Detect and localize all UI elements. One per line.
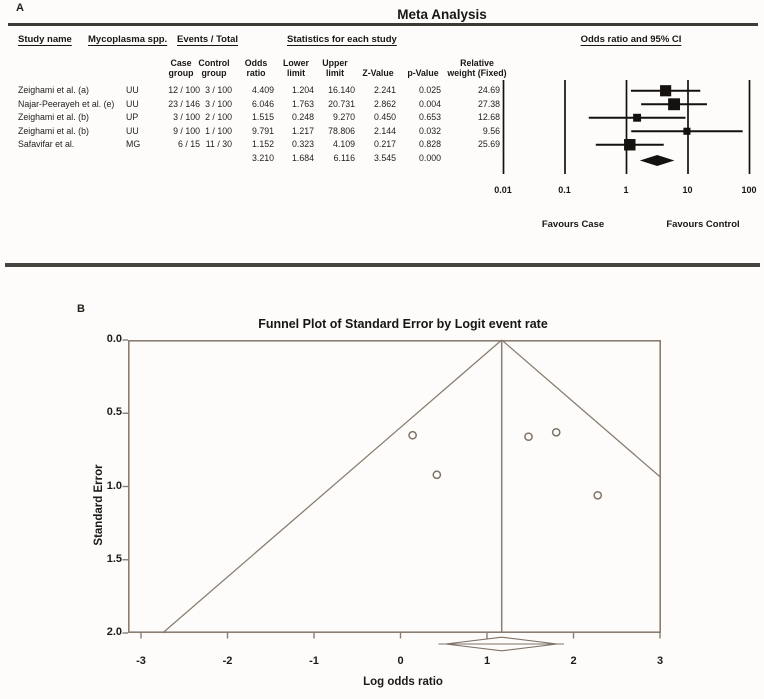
cell-lower: 0.248 xyxy=(291,112,314,122)
summary-p: 0.000 xyxy=(418,152,441,163)
col-group-mycoplasma-spp: Mycoplasma spp. xyxy=(88,34,168,45)
header-control-group: Control group xyxy=(198,57,230,78)
cell-p: 0.004 xyxy=(418,98,441,109)
table-row xyxy=(0,125,510,139)
funnel-plot-title: Funnel Plot of Standard Error by Logit event rate xyxy=(258,317,548,331)
plot-border xyxy=(129,341,660,632)
cell-weight: 24.69 xyxy=(477,85,500,95)
panel-separator xyxy=(5,263,760,267)
odds-ratio-square xyxy=(660,85,671,96)
table-row xyxy=(0,98,510,112)
header-upper-limit: Upper limit xyxy=(322,57,348,78)
cell-weight: 25.69 xyxy=(477,139,500,149)
table-row xyxy=(0,84,510,98)
cell-z: 2.862 xyxy=(373,98,396,109)
cell-control_events: 3 / 100 xyxy=(205,98,232,109)
forest-tick-label: 0.1 xyxy=(558,185,571,195)
header-case-group: Case group xyxy=(168,57,194,78)
funnel-x-tick-label: 1 xyxy=(483,655,491,667)
header-lower-limit: Lower limit xyxy=(283,57,309,78)
cell-name: Najar-Peerayeh et al. (e) xyxy=(18,98,115,109)
col-group-study-name: Study name xyxy=(18,34,72,45)
cell-z: 2.241 xyxy=(373,85,396,95)
forest-tick-label: 100 xyxy=(741,185,757,195)
funnel-x-tick-label: 2 xyxy=(570,655,577,667)
cell-case_events: 12 / 100 xyxy=(168,85,200,95)
cell-spp: UU xyxy=(126,125,139,136)
study-point xyxy=(433,471,440,478)
cell-name: Zeighami et al. (a) xyxy=(18,85,89,95)
funnel-x-tick-label: -2 xyxy=(222,655,233,667)
table-row xyxy=(0,138,510,152)
favours-case-label: Favours Case xyxy=(541,219,605,230)
cell-name: Zeighami et al. (b) xyxy=(18,125,89,136)
funnel-x-tick-label: 3 xyxy=(656,655,664,667)
funnel-x-tick-label: -1 xyxy=(309,655,319,667)
funnel-y-tick-label: 1.5 xyxy=(106,552,122,565)
panel-a-label: A xyxy=(16,2,24,14)
forest-plot xyxy=(503,78,750,175)
cell-lower: 1.217 xyxy=(291,125,314,136)
study-point xyxy=(525,433,532,440)
cell-weight: 9.56 xyxy=(482,125,500,136)
cell-name: Zeighami et al. (b) xyxy=(18,112,89,122)
summary-row xyxy=(0,152,510,166)
cell-lower: 1.204 xyxy=(291,85,314,95)
header-odds-ratio: Odds ratio xyxy=(244,57,268,78)
cell-odds_ratio: 1.515 xyxy=(251,112,274,122)
odds-ratio-square xyxy=(624,139,635,150)
cell-control_events: 11 / 30 xyxy=(205,139,232,149)
cell-upper: 16.140 xyxy=(328,85,355,95)
cell-odds_ratio: 9.791 xyxy=(251,125,274,136)
study-point xyxy=(553,429,560,436)
funnel-plot xyxy=(128,340,661,633)
cell-weight: 27.38 xyxy=(477,98,500,109)
funnel-y-tick-label: 2.0 xyxy=(106,626,122,638)
header-z-value: Z-Value xyxy=(362,67,394,78)
cell-p: 0.025 xyxy=(418,85,441,95)
cell-weight: 12.68 xyxy=(477,112,500,122)
cell-control_events: 3 / 100 xyxy=(205,85,232,95)
cell-upper: 9.270 xyxy=(332,112,355,122)
cell-case_events: 6 / 15 xyxy=(177,139,200,149)
cell-name: Safavifar et al. xyxy=(18,139,75,149)
favours-control-label: Favours Control xyxy=(666,219,740,230)
funnel-y-tick-label: 0.5 xyxy=(106,406,122,419)
header-p-value: p-Value xyxy=(407,67,439,78)
summary-odds_ratio: 3.210 xyxy=(251,152,274,163)
col-group-statistics: Statistics for each study xyxy=(287,34,397,45)
cell-spp: UP xyxy=(126,112,139,122)
cell-control_events: 2 / 100 xyxy=(205,112,232,122)
funnel-right-line xyxy=(502,340,661,478)
funnel-left-line xyxy=(163,340,502,633)
funnel-x-tick-label: 0 xyxy=(397,655,404,667)
cell-p: 0.032 xyxy=(418,125,441,136)
cell-control_events: 1 / 100 xyxy=(205,125,232,136)
cell-upper: 4.109 xyxy=(332,139,355,149)
panel-b-label: B xyxy=(77,303,85,315)
odds-ratio-square xyxy=(668,98,680,110)
funnel-x-tick-label: -3 xyxy=(136,655,146,667)
cell-lower: 0.323 xyxy=(291,139,314,149)
col-group-odds-ratio-ci: Odds ratio and 95% CI xyxy=(580,34,682,45)
title-rule xyxy=(8,23,758,26)
summary-upper: 6.116 xyxy=(333,152,355,163)
cell-z: 0.217 xyxy=(373,139,396,149)
study-point xyxy=(594,492,601,499)
summary-z: 3.545 xyxy=(373,152,396,163)
cell-lower: 1.763 xyxy=(291,98,314,109)
cell-p: 0.828 xyxy=(418,139,441,149)
funnel-y-tick-label: 1.0 xyxy=(106,479,122,492)
meta-analysis-title: Meta Analysis xyxy=(397,7,487,22)
odds-ratio-square xyxy=(633,114,641,122)
cell-case_events: 3 / 100 xyxy=(173,112,200,122)
forest-tick-label: 10 xyxy=(682,185,693,195)
cell-spp: UU xyxy=(126,85,139,95)
x-axis-title: Log odds ratio xyxy=(363,676,443,688)
header-relative-weight: Relative weight (Fixed) xyxy=(447,57,507,78)
cell-z: 0.450 xyxy=(373,112,396,122)
cell-spp: UU xyxy=(126,98,139,109)
cell-odds_ratio: 4.409 xyxy=(251,85,274,95)
y-axis-title: Standard Error xyxy=(93,464,105,546)
forest-tick-label: 1 xyxy=(623,185,629,195)
cell-spp: MG xyxy=(126,139,141,149)
table-row xyxy=(0,111,510,125)
summary-diamond xyxy=(640,155,674,166)
cell-upper: 78.806 xyxy=(328,125,355,136)
summary-lower: 1.684 xyxy=(291,152,314,163)
cell-odds_ratio: 6.046 xyxy=(251,98,274,109)
study-point xyxy=(409,432,416,439)
odds-ratio-square xyxy=(683,128,690,135)
forest-tick-label: 0.01 xyxy=(494,185,512,195)
cell-case_events: 9 / 100 xyxy=(173,125,200,136)
cell-p: 0.653 xyxy=(418,112,441,122)
cell-case_events: 23 / 146 xyxy=(168,98,200,109)
cell-odds_ratio: 1.152 xyxy=(251,139,274,149)
cell-upper: 20.731 xyxy=(328,98,355,109)
cell-z: 2.144 xyxy=(373,125,396,136)
col-group-events-total: Events / Total xyxy=(177,34,239,45)
funnel-y-tick-label: 0.0 xyxy=(106,333,122,345)
